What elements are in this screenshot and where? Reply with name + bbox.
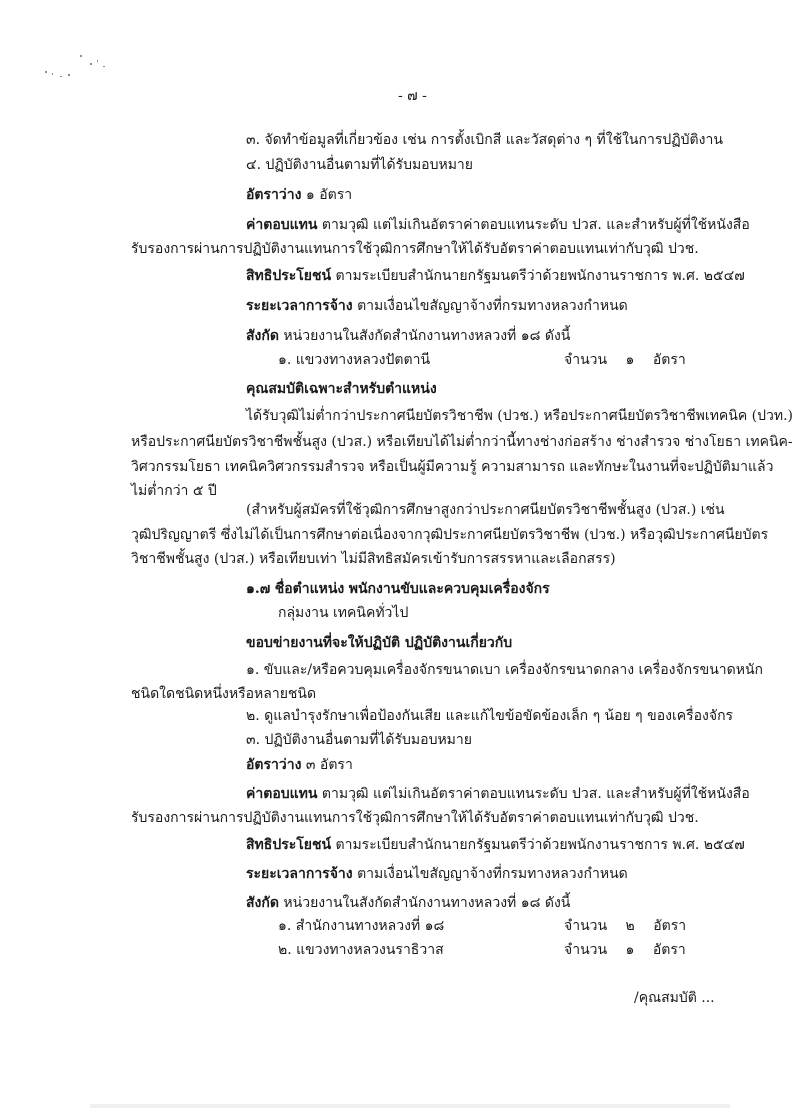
compensation-line <box>246 786 750 803</box>
scan-speck <box>97 60 98 62</box>
position-group-line <box>278 605 408 622</box>
qualification-line: วิศวกรรมโยธา เทคนิควิศวกรรมสำรวจ หรือเป็นผู้มีความรู้ ความสามารถ และทักษะในงานที่จะปฏิบัติมาแล้ว <box>131 459 774 475</box>
scope-item-1-cont: ชนิดใดชนิดหนึ่งหรือหลายชนิด <box>131 686 317 702</box>
unit-text: หน่วยงานในสังกัดสำนักงานทางหลวงที่ ๑๘ ดังนี้ <box>283 895 571 911</box>
scan-speck <box>80 55 82 57</box>
scope-heading: ขอบข่ายงานที่จะให้ปฏิบัติ ปฏิบัติงานเกี่ยวกับ <box>246 635 513 651</box>
position-title: พนักงานขับและควบคุมเครื่องจักร <box>348 581 550 597</box>
scope-item-3: ๓. ปฏิบัติงานอื่นตามที่ได้รับมอบหมาย <box>246 732 472 748</box>
unit-row-name: ๑. สำนักงานทางหลวงที่ ๑๘ <box>278 918 445 934</box>
unit-row-qty <box>564 942 686 959</box>
vacancy-line <box>246 757 353 774</box>
compensation-line-2: รับรองการผ่านการปฏิบัติงานแทนการใช้วุฒิการศึกษาให้ได้รับอัตราค่าตอบแทนเท่ากับวุฒิ ปวช. <box>131 810 699 826</box>
scan-speck <box>52 73 53 75</box>
qty-label: จำนวน <box>564 352 608 368</box>
period-line <box>246 298 628 315</box>
scope-item-1: ๑. ขับและ/หรือควบคุมเครื่องจักรขนาดเบา เครื่องจักรขนาดกลาง เครื่องจักรขนาดหนัก <box>246 662 764 678</box>
benefit-line <box>246 268 745 285</box>
qualification-line: ได้รับวุฒิไม่ต่ำกว่าประกาศนียบัตรวิชาชีพ (ปวช.) หรือประกาศนียบัตรวิชาชีพเทคนิค (ปวท.) <box>246 408 794 424</box>
benefit-text: ตามระเบียบสำนักนายกรัฐมนตรีว่าด้วยพนักงานราชการ พ.ศ. ๒๕๔๗ <box>335 837 745 853</box>
scope-item-2: ๒. ดูแลบำรุงรักษาเพื่อป้องกันเสีย และแก้ไขข้อขัดข้องเล็ก ๆ น้อย ๆ ของเครื่องจักร <box>246 708 734 724</box>
qualifications-heading: คุณสมบัติเฉพาะสำหรับตำแหน่ง <box>246 381 437 397</box>
unit-row-name: ๑. แขวงทางหลวงปัตตานี <box>278 352 431 368</box>
unit-row-name: ๒. แขวงทางหลวงนราธิวาส <box>278 942 444 958</box>
compensation-line <box>246 217 750 234</box>
period-line <box>246 866 628 883</box>
vacancy-label: อัตราว่าง <box>246 187 302 203</box>
vacancy-line <box>246 187 352 204</box>
scan-shadow <box>90 1104 730 1108</box>
scan-speck <box>103 66 105 67</box>
compensation-line-2: รับรองการผ่านการปฏิบัติงานแทนการใช้วุฒิการศึกษาให้ได้รับอัตราค่าตอบแทนเท่ากับวุฒิ ปวช. <box>131 241 699 257</box>
group-value: เทคนิคทั่วไป <box>333 605 409 621</box>
position-number: ๑.๗ <box>246 581 271 597</box>
qty-unit: อัตรา <box>652 942 686 958</box>
qualification-note: วิชาชีพชั้นสูง (ปวส.) หรือเทียบเท่า ไม่มีสิทธิสมัครเข้ารับการสรรหาและเลือกสรร) <box>131 551 616 567</box>
compensation-text: ตามวุฒิ แต่ไม่เกินอัตราค่าตอบแทนระดับ ปวส. และสำหรับผู้ที่ใช้หนังสือ <box>321 786 750 802</box>
period-label: ระยะเวลาการจ้าง <box>246 298 353 314</box>
group-label: กลุ่มงาน <box>278 605 329 621</box>
period-text: ตามเงื่อนไขสัญญาจ้างที่กรมทางหลวงกำหนด <box>357 866 628 882</box>
qualification-line: ไม่ต่ำกว่า ๕ ปี <box>131 483 217 499</box>
qty-value: ๑ <box>625 352 635 368</box>
benefit-label: สิทธิประโยชน์ <box>246 837 332 853</box>
unit-line <box>246 895 570 912</box>
compensation-label: ค่าตอบแทน <box>246 217 318 233</box>
unit-label: สังกัด <box>246 328 279 344</box>
compensation-text: ตามวุฒิ แต่ไม่เกินอัตราค่าตอบแทนระดับ ปวส. และสำหรับผู้ที่ใช้หนังสือ <box>321 217 750 233</box>
qualification-note: วุฒิปริญญาตรี ซึ่งไม่ได้เป็นการศึกษาต่อเนื่องจากวุฒิประกาศนียบัตรวิชาชีพ (ปวช.) หรือวุฒิประกาศนียบัตร <box>131 527 769 543</box>
qty-label: จำนวน <box>564 918 608 934</box>
scan-speck <box>60 76 62 77</box>
duty-item-3: ๓. จัดทำข้อมูลที่เกี่ยวข้อง เช่น การตั้งเบิกสี และวัสดุต่าง ๆ ที่ใช้ในการปฏิบัติงาน <box>246 132 723 148</box>
period-text: ตามเงื่อนไขสัญญาจ้างที่กรมทางหลวงกำหนด <box>357 298 628 314</box>
qty-unit: อัตรา <box>652 352 686 368</box>
period-label: ระยะเวลาการจ้าง <box>246 866 353 882</box>
unit-line <box>246 328 570 345</box>
unit-label: สังกัด <box>246 895 279 911</box>
unit-text: หน่วยงานในสังกัดสำนักงานทางหลวงที่ ๑๘ ดังนี้ <box>283 328 571 344</box>
qty-unit: อัตรา <box>653 918 687 934</box>
page-number: - ๗ - <box>398 88 427 104</box>
benefit-label: สิทธิประโยชน์ <box>246 268 332 284</box>
scan-speck <box>45 71 47 73</box>
vacancy-value: ๑ อัตรา <box>305 187 353 203</box>
position-title-label: ชื่อตำแหน่ง <box>274 581 345 597</box>
scan-speck <box>90 63 92 65</box>
qualification-line: หรือประกาศนียบัตรวิชาชีพชั้นสูง (ปวส.) หรือเทียบได้ไม่ต่ำกว่านี้ทางช่างก่อสร้าง ช่างสำรวจ ช่างโยธา เทคนิค- <box>131 434 793 450</box>
continuation-note: /คุณสมบัติ ... <box>634 990 715 1006</box>
unit-row-qty <box>564 918 686 935</box>
benefit-line <box>246 837 745 854</box>
vacancy-value: ๓ อัตรา <box>305 757 353 773</box>
position-title-line <box>246 581 550 598</box>
qty-value: ๒ <box>625 918 635 934</box>
compensation-label: ค่าตอบแทน <box>246 786 318 802</box>
duty-item-4: ๔. ปฏิบัติงานอื่นตามที่ได้รับมอบหมาย <box>246 157 474 173</box>
vacancy-label: อัตราว่าง <box>246 757 302 773</box>
scan-speck <box>68 74 70 76</box>
qty-label: จำนวน <box>564 942 608 958</box>
qty-value: ๑ <box>625 942 635 958</box>
qualification-note: (สำหรับผู้สมัครที่ใช้วุฒิการศึกษาสูงกว่าประกาศนียบัตรวิชาชีพชั้นสูง (ปวส.) เช่น <box>246 502 725 518</box>
unit-row-qty <box>564 352 686 369</box>
benefit-text: ตามระเบียบสำนักนายกรัฐมนตรีว่าด้วยพนักงานราชการ พ.ศ. ๒๕๔๗ <box>335 268 745 284</box>
